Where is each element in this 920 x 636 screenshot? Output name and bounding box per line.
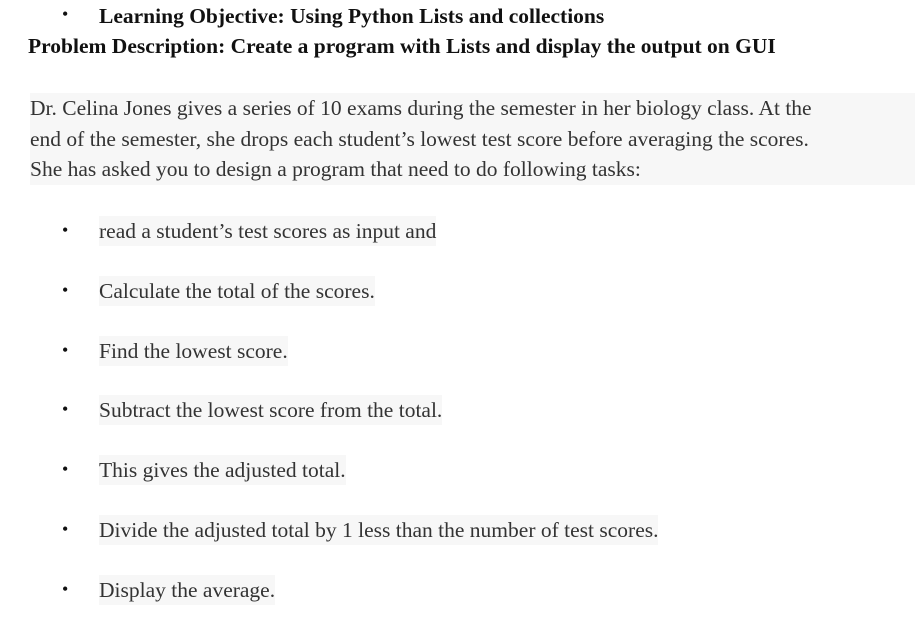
bullet-icon: • xyxy=(62,339,69,360)
description-line: Dr. Celina Jones gives a series of 10 exams during the semester in her biology class. At the xyxy=(30,93,915,124)
bullet-icon: • xyxy=(62,4,69,24)
task-item-calculate-total xyxy=(0,276,900,336)
task-text: read a student’s test scores as input and xyxy=(99,216,436,246)
bullet-icon: • xyxy=(62,399,69,420)
task-text: Find the lowest score. xyxy=(99,336,288,366)
description-line: She has asked you to design a program that need to do following tasks: xyxy=(30,154,915,185)
bullet-icon: • xyxy=(62,459,69,480)
task-item-display-average xyxy=(0,575,900,635)
bullet-icon: • xyxy=(62,578,69,599)
problem-description-heading: Problem Description: Create a program with Lists and display the output on GUI xyxy=(28,34,776,58)
bullet-icon: • xyxy=(62,279,69,300)
task-text: Display the average. xyxy=(99,575,275,605)
task-item-read-scores xyxy=(0,216,900,276)
task-item-divide-total xyxy=(0,515,900,575)
task-text: Calculate the total of the scores. xyxy=(99,276,375,306)
learning-objective xyxy=(0,4,900,30)
task-item-subtract-lowest xyxy=(0,395,900,455)
learning-objective-text: Learning Objective: Using Python Lists and collections xyxy=(99,4,605,28)
description-line: end of the semester, she drops each student’s lowest test score before averaging the scores. xyxy=(30,124,915,155)
task-text: Subtract the lowest score from the total. xyxy=(99,395,442,425)
problem-description-paragraph xyxy=(30,93,915,185)
bullet-icon: • xyxy=(62,518,69,539)
task-text: This gives the adjusted total. xyxy=(99,455,346,485)
task-item-find-lowest xyxy=(0,336,900,396)
task-text: Divide the adjusted total by 1 less than the number of test scores. xyxy=(99,515,658,545)
bullet-icon: • xyxy=(62,220,69,240)
task-list xyxy=(0,216,900,635)
task-item-adjusted-total xyxy=(0,455,900,515)
